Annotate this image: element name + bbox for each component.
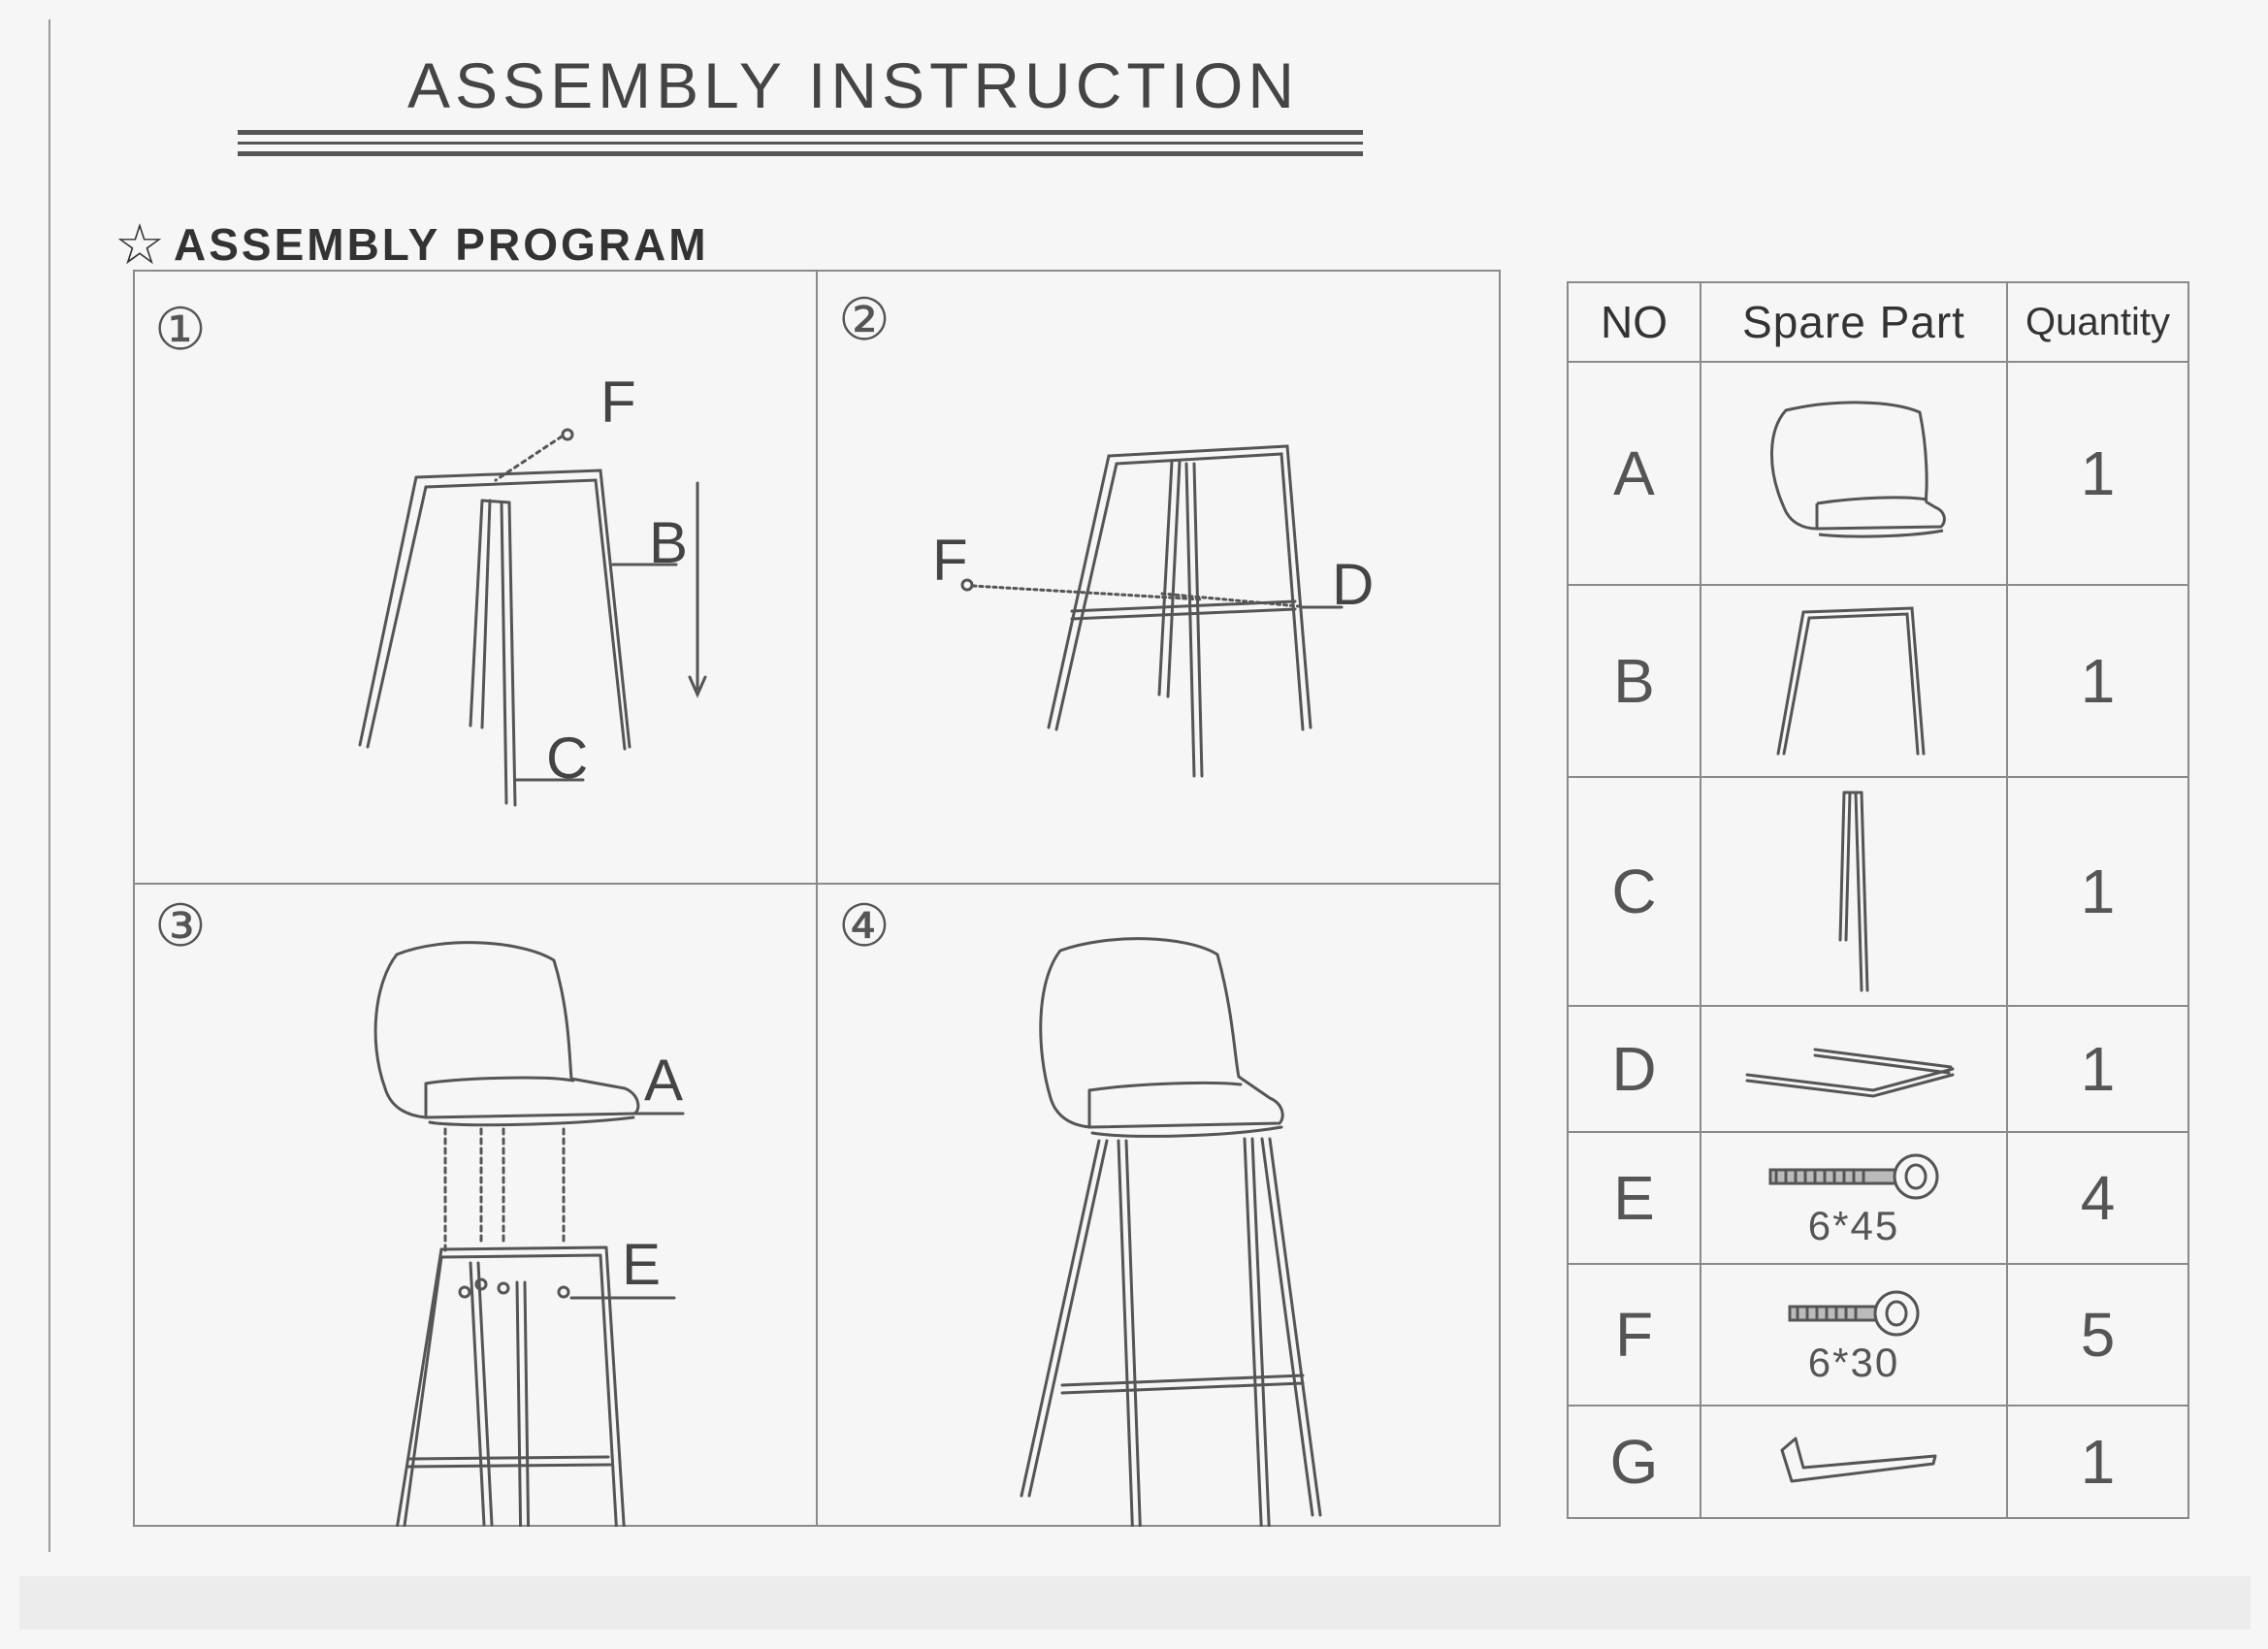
- front-leg-frame-icon: [1757, 598, 1951, 763]
- label-E: E: [622, 1232, 662, 1297]
- table-row: [1568, 585, 2188, 777]
- page-margin-line: [49, 19, 50, 1552]
- step-3-number: ③: [154, 892, 207, 960]
- step-2-diagram: [818, 272, 1503, 883]
- part-cell: [1701, 1132, 2007, 1264]
- table-row: [1568, 1264, 2188, 1406]
- table-header-row: [1568, 282, 2188, 362]
- bolt-icon: [1757, 1147, 1951, 1209]
- footrest-bar-icon: [1737, 1030, 1970, 1108]
- column-header-quantity: Quantity: [2007, 282, 2188, 362]
- part-cell: [1701, 1006, 2007, 1132]
- page-title: ASSEMBLY INSTRUCTION: [407, 49, 1300, 121]
- step-2-number: ②: [838, 286, 891, 354]
- part-cell: [1701, 585, 2007, 777]
- part-number: B: [1568, 585, 1701, 777]
- part-number: D: [1568, 1006, 1701, 1132]
- step-3-diagram: [135, 885, 816, 1527]
- part-quantity: 1: [2007, 1406, 2188, 1518]
- section-title: ASSEMBLY PROGRAM: [174, 219, 709, 270]
- back-leg-icon: [1805, 785, 1902, 998]
- label-C: C: [546, 726, 589, 791]
- title-rule-1: [238, 130, 1363, 135]
- step-4-number: ④: [838, 892, 891, 960]
- title-rule-2: [238, 142, 1363, 145]
- part-number: G: [1568, 1406, 1701, 1518]
- label-F: F: [932, 528, 968, 593]
- label-D: D: [1332, 552, 1375, 617]
- table-row: [1568, 1132, 2188, 1264]
- section-heading: [114, 211, 709, 277]
- part-quantity: 1: [2007, 777, 2188, 1006]
- step-1-number: ①: [154, 296, 207, 364]
- step-4-diagram: [818, 885, 1503, 1527]
- part-quantity: 1: [2007, 585, 2188, 777]
- part-quantity: 1: [2007, 1006, 2188, 1132]
- part-quantity: 4: [2007, 1132, 2188, 1264]
- seat-icon: [1747, 391, 1960, 556]
- allen-key-icon: [1757, 1431, 1951, 1493]
- star-outline-icon: ☆: [114, 213, 168, 276]
- spare-parts-table: [1567, 281, 2189, 1519]
- table-row: [1568, 1006, 2188, 1132]
- bolt-icon: [1776, 1283, 1931, 1345]
- assembly-steps-grid: [133, 270, 1501, 1527]
- part-number: E: [1568, 1132, 1701, 1264]
- table-row: [1568, 362, 2188, 585]
- bolt-size-label: 6*45: [1807, 1203, 1900, 1248]
- part-number: A: [1568, 362, 1701, 585]
- part-number: C: [1568, 777, 1701, 1006]
- part-cell: [1701, 777, 2007, 1006]
- part-quantity: 1: [2007, 362, 2188, 585]
- label-F: F: [600, 370, 636, 435]
- label-A: A: [644, 1048, 684, 1113]
- column-header-no: NO: [1568, 282, 1701, 362]
- step-1-diagram: [135, 272, 816, 883]
- part-cell: [1701, 1406, 2007, 1518]
- label-B: B: [649, 510, 689, 575]
- title-rule-3: [238, 151, 1363, 156]
- table-row: [1568, 1406, 2188, 1518]
- part-number: F: [1568, 1264, 1701, 1406]
- part-cell: [1701, 1264, 2007, 1406]
- table-row: [1568, 777, 2188, 1006]
- part-cell: [1701, 362, 2007, 585]
- scan-bottom-band: [19, 1576, 2251, 1630]
- part-quantity: 5: [2007, 1264, 2188, 1406]
- bolt-size-label: 6*30: [1807, 1340, 1900, 1385]
- column-header-spare-part: Spare Part: [1701, 282, 2007, 362]
